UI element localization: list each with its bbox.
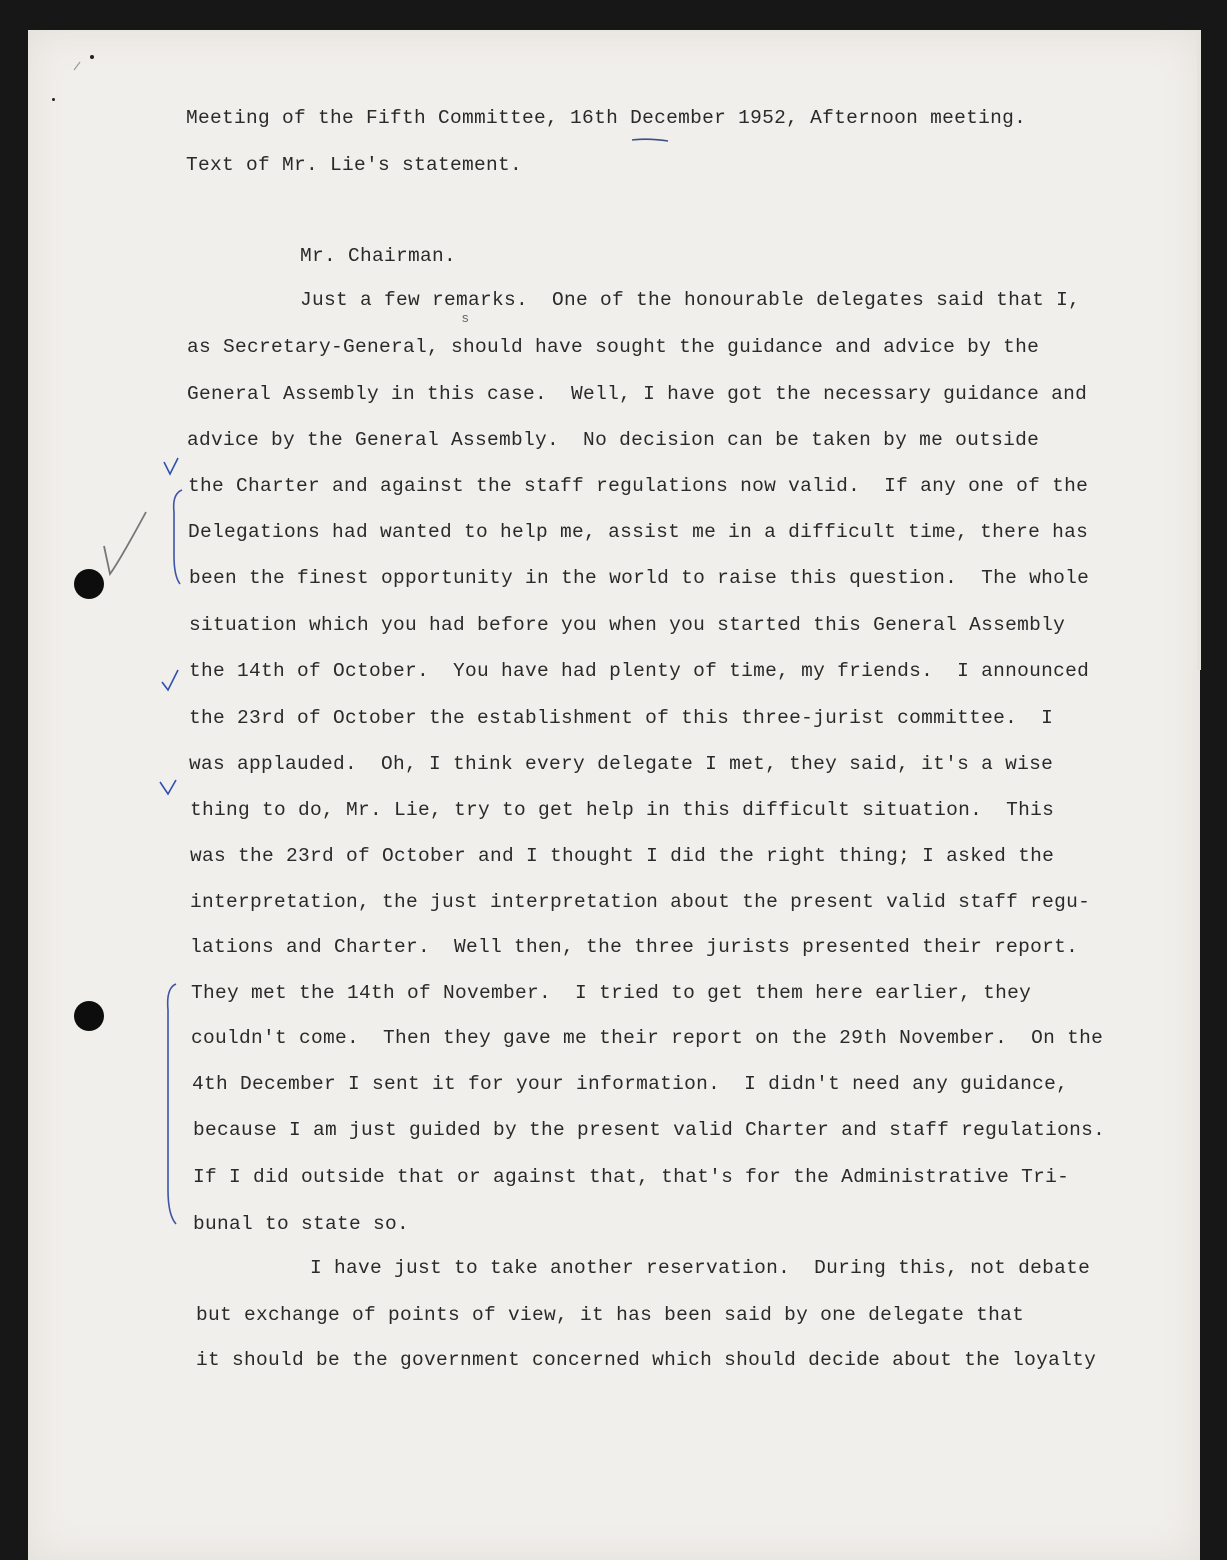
body-line-18: 4th December I sent it for your information. I didn't need any guidance, [192,1073,1069,1095]
body-line-16: They met the 14th of November. I tried to get them here earlier, they [191,982,1032,1004]
ink-speck [90,55,94,59]
body-line-3: General Assembly in this case. Well, I have got the necessary guidance and [187,383,1088,405]
body-line-10: the 23rd of October the establishment of this three-jurist committee. I [189,707,1054,729]
body-line-12: thing to do, Mr. Lie, try to get help in this difficult situation. This [190,799,1055,821]
body-line-17: couldn't come. Then they gave me their report on the 29th November. On the [191,1027,1104,1049]
body-line-8: situation which you had before you when you started this General Assembly [189,614,1066,636]
punch-hole-bottom [74,1001,104,1031]
body-line-20: If I did outside that or against that, that's for the Administrative Tri- [193,1166,1070,1188]
body-line-15: lations and Charter. Well then, the three jurists presented their report. [190,936,1079,958]
punch-hole-top [74,569,104,599]
header-line-2: Text of Mr. Lie's statement. [186,154,523,176]
body-line-6: Delegations had wanted to help me, assist me in a difficult time, there has [188,521,1089,543]
body-line-7: been the finest opportunity in the world to raise this question. The whole [189,567,1090,589]
body-line-22: I have just to take another reservation. During this, not debate [310,1257,1091,1279]
salutation: Mr. Chairman. [300,245,457,267]
handwritten-correction: s [462,310,469,325]
body-line-23: but exchange of points of view, it has been said by one delegate that [196,1304,1025,1326]
body-line-5: the Charter and against the staff regulations now valid. If any one of the [188,475,1089,497]
body-line-24: it should be the government concerned which should decide about the loyalty [196,1349,1097,1371]
body-line-2: as Secretary-General, should have sought the guidance and advice by the [187,336,1040,358]
ink-speck [52,98,55,101]
body-line-21: bunal to state so. [193,1213,410,1235]
paper-sheet [28,30,1200,1560]
body-line-9: the 14th of October. You have had plenty of time, my friends. I announced [189,660,1090,682]
body-line-13: was the 23rd of October and I thought I did the right thing; I asked the [190,845,1055,867]
body-line-4: advice by the General Assembly. No decision can be taken by me outside [187,429,1040,451]
body-line-19: because I am just guided by the present valid Charter and staff regulations. [193,1119,1106,1141]
body-line-11: was applauded. Oh, I think every delegate I met, they said, it's a wise [189,753,1054,775]
paper-edge [1197,30,1201,670]
header-line-1: Meeting of the Fifth Committee, 16th December 1952, Afternoon meeting. [186,107,1027,129]
body-line-14: interpretation, the just interpretation about the present valid staff regu- [190,891,1091,913]
body-line-1: Just a few remarks. One of the honourable delegates said that I, [300,289,1081,311]
